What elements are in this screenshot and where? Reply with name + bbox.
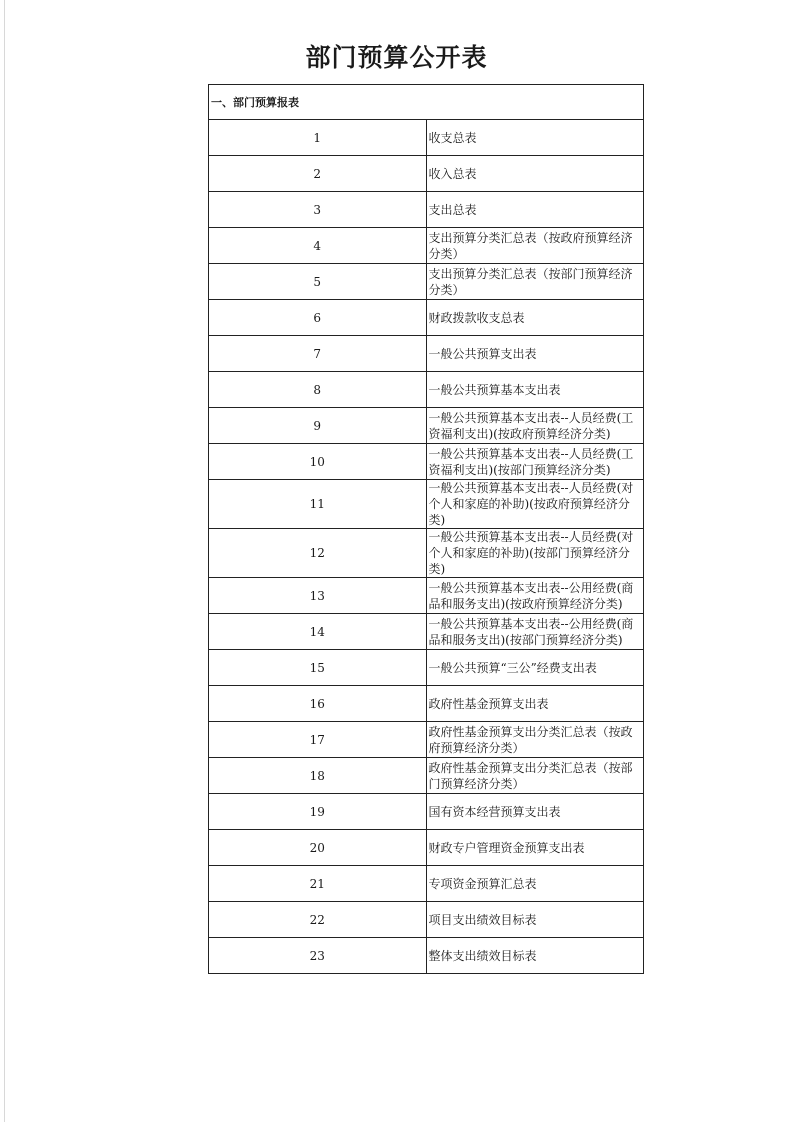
- table-name: 一般公共预算基本支出表--人员经费(对个人和家庭的补助)(按政府预算经济分类): [426, 480, 644, 529]
- table-row: [209, 408, 644, 444]
- table-name: 整体支出绩效目标表: [426, 938, 644, 974]
- row-number: 11: [209, 480, 427, 529]
- table-row: [209, 300, 644, 336]
- table-name: 一般公共预算基本支出表--公用经费(商品和服务支出)(按政府预算经济分类): [426, 578, 644, 614]
- row-number: 23: [209, 938, 427, 974]
- table-row: [209, 228, 644, 264]
- table-name: 一般公共预算基本支出表--人员经费(对个人和家庭的补助)(按部门预算经济分类): [426, 529, 644, 578]
- table-name: 财政拨款收支总表: [426, 300, 644, 336]
- table-row: [209, 938, 644, 974]
- section-header: 一、部门预算报表: [209, 85, 644, 120]
- table-row: [209, 480, 644, 529]
- row-number: 10: [209, 444, 427, 480]
- table-name: 政府性基金预算支出分类汇总表（按部门预算经济分类）: [426, 758, 644, 794]
- row-number: 22: [209, 902, 427, 938]
- table-row: [209, 686, 644, 722]
- table-name: 政府性基金预算支出分类汇总表（按政府预算经济分类）: [426, 722, 644, 758]
- table-name: 一般公共预算“三公”经费支出表: [426, 650, 644, 686]
- row-number: 3: [209, 192, 427, 228]
- row-number: 20: [209, 830, 427, 866]
- row-number: 2: [209, 156, 427, 192]
- table-row: [209, 444, 644, 480]
- table-name: 收支总表: [426, 120, 644, 156]
- table-name: 一般公共预算基本支出表--人员经费(工资福利支出)(按政府预算经济分类): [426, 408, 644, 444]
- table-row: [209, 614, 644, 650]
- row-number: 19: [209, 794, 427, 830]
- row-number: 6: [209, 300, 427, 336]
- row-number: 9: [209, 408, 427, 444]
- section-header-row: [209, 85, 644, 120]
- row-number: 14: [209, 614, 427, 650]
- row-number: 1: [209, 120, 427, 156]
- row-number: 16: [209, 686, 427, 722]
- table-row: [209, 722, 644, 758]
- table-name: 政府性基金预算支出表: [426, 686, 644, 722]
- row-number: 21: [209, 866, 427, 902]
- row-number: 17: [209, 722, 427, 758]
- table-name: 支出总表: [426, 192, 644, 228]
- row-number: 5: [209, 264, 427, 300]
- table-name: 一般公共预算基本支出表--人员经费(工资福利支出)(按部门预算经济分类): [426, 444, 644, 480]
- table-row: [209, 830, 644, 866]
- table-name: 项目支出绩效目标表: [426, 902, 644, 938]
- table-name: 一般公共预算基本支出表: [426, 372, 644, 408]
- row-number: 8: [209, 372, 427, 408]
- table-row: [209, 336, 644, 372]
- table-name: 国有资本经营预算支出表: [426, 794, 644, 830]
- table-name: 收入总表: [426, 156, 644, 192]
- budget-table-index: [208, 84, 644, 974]
- table-row: [209, 192, 644, 228]
- table-name: 一般公共预算基本支出表--公用经费(商品和服务支出)(按部门预算经济分类): [426, 614, 644, 650]
- table-row: [209, 372, 644, 408]
- row-number: 12: [209, 529, 427, 578]
- row-number: 13: [209, 578, 427, 614]
- table-row: [209, 578, 644, 614]
- table-body: [209, 85, 644, 974]
- row-number: 7: [209, 336, 427, 372]
- table-name: 一般公共预算支出表: [426, 336, 644, 372]
- table-name: 支出预算分类汇总表（按部门预算经济分类）: [426, 264, 644, 300]
- table-row: [209, 264, 644, 300]
- table-name: 支出预算分类汇总表（按政府预算经济分类）: [426, 228, 644, 264]
- table-row: [209, 866, 644, 902]
- row-number: 4: [209, 228, 427, 264]
- table-row: [209, 156, 644, 192]
- page-edge-line: [4, 0, 5, 1122]
- table-row: [209, 758, 644, 794]
- table-name: 财政专户管理资金预算支出表: [426, 830, 644, 866]
- table-row: [209, 902, 644, 938]
- document-title: 部门预算公开表: [305, 43, 488, 72]
- table-row: [209, 794, 644, 830]
- table-name: 专项资金预算汇总表: [426, 866, 644, 902]
- table-row: [209, 650, 644, 686]
- row-number: 18: [209, 758, 427, 794]
- table-row: [209, 529, 644, 578]
- table-row: [209, 120, 644, 156]
- row-number: 15: [209, 650, 427, 686]
